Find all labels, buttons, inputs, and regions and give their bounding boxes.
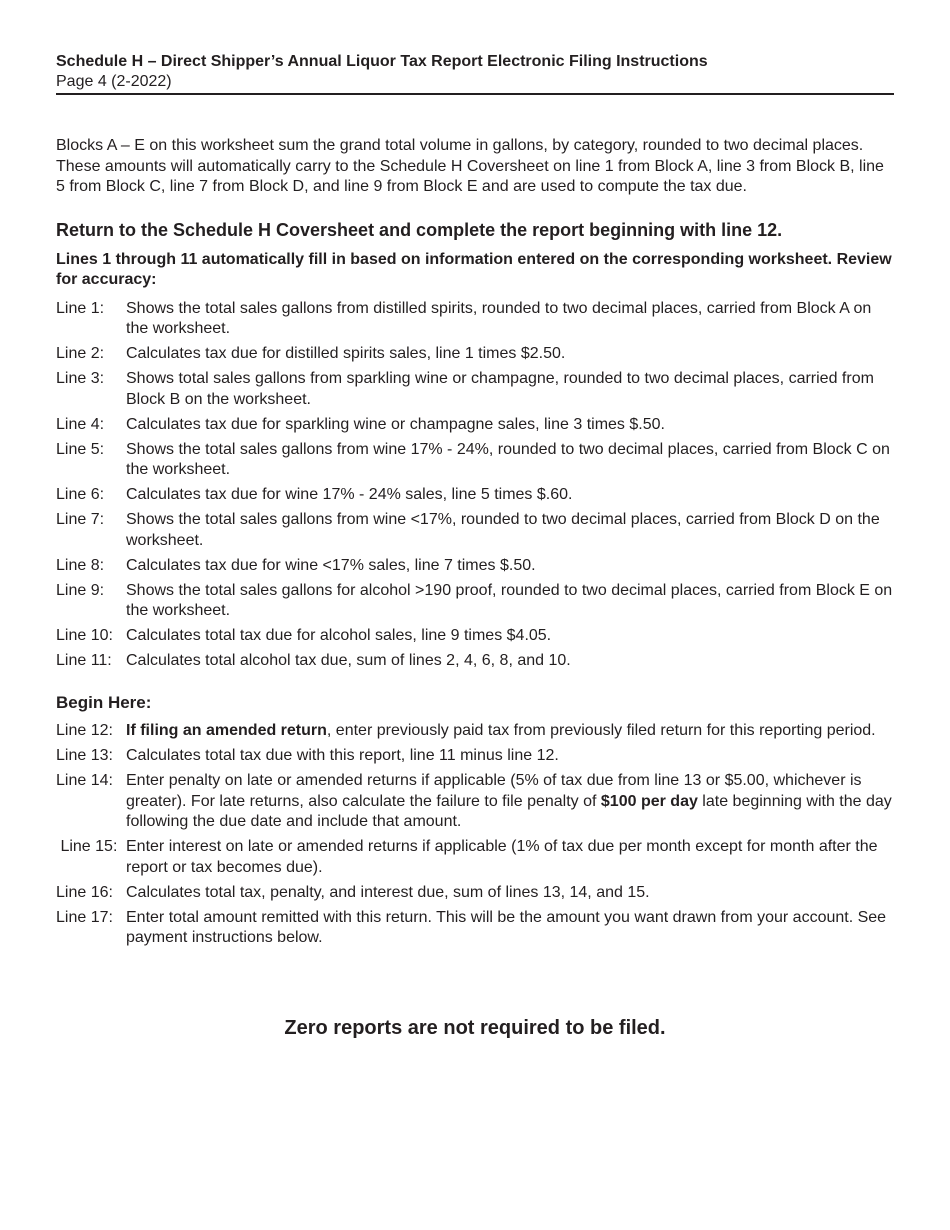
list-item [56, 908, 896, 949]
zero-reports-note: Zero reports are not required to be filed. [284, 1017, 666, 1039]
line-text [126, 721, 896, 742]
line-text: Calculates total tax due for alcohol sales, line 9 times $4.05. [126, 627, 552, 644]
list-item [56, 415, 896, 436]
penalty-emphasis: $100 per day [600, 792, 698, 810]
list-item [56, 299, 896, 340]
list-item [56, 837, 896, 878]
line-text-after: late beginning with the day following the due date and include that amount. [126, 792, 892, 830]
line-text: Calculates total tax due with this report, line 11 minus line 12. [126, 747, 559, 764]
line-label: Line 16: [56, 883, 113, 901]
list-item [56, 344, 896, 365]
list-item [56, 883, 896, 904]
line-label: Line 4: [56, 415, 105, 433]
list-item [56, 440, 896, 481]
autofill-heading: Lines 1 through 11 automatically fill in based on information entered on the corresponding worksheet. Review for accuracy: [56, 250, 892, 288]
intro-paragraph: Blocks A – E on this worksheet sum the grand total volume in gallons, by category, rounded to two decimal places. These amounts will automatically carry to the Schedule H Coversheet on line 1 from Block A, line 3 from Block B, line 5 from Block C, line 7 from Block D, and line 9 from Block E and are used to compute the tax due. [56, 137, 884, 195]
page-header [56, 52, 894, 95]
line-text: Shows the total sales gallons for alcohol >190 proof, rounded to two decimal places, carried from Block E on the worksheet. [126, 581, 893, 619]
auto-lines-list [56, 299, 896, 672]
line-label: Line 1: [56, 299, 105, 317]
list-item [56, 510, 896, 551]
list-item [56, 485, 896, 506]
return-heading: Return to the Schedule H Coversheet and complete the report beginning with line 12. [56, 219, 783, 240]
list-item [56, 369, 896, 410]
main-content [56, 136, 896, 970]
line-label: Line 3: [56, 370, 105, 387]
list-item [56, 626, 896, 647]
line-text: Shows the total sales gallons from wine 17% - 24%, rounded to two decimal places, carried from Block C on the worksheet. [126, 440, 890, 478]
line-text [126, 771, 896, 833]
list-item [56, 771, 896, 833]
begin-lines-list [56, 721, 896, 949]
begin-heading: Begin Here: [56, 692, 152, 712]
line-label: Line 5: [56, 440, 105, 458]
line-text: Calculates tax due for distilled spirits sales, line 1 times $2.50. [126, 345, 566, 362]
line-label: Line 7: [56, 511, 105, 528]
line-text: Calculates tax due for wine 17% - 24% sales, line 5 times $.60. [126, 486, 573, 503]
line-text: Shows total sales gallons from sparkling wine or champagne, rounded to two decimal places, carried from Block B on the worksheet. [126, 370, 874, 408]
line-text-rest: , enter previously paid tax from previously filed return for this reporting period. [326, 722, 876, 739]
line-text: Calculates tax due for wine <17% sales, line 7 times $.50. [126, 556, 536, 574]
line-label: Line 2: [56, 345, 105, 362]
line-label: Line 14: [56, 772, 113, 789]
line-label: Line 11: [56, 652, 112, 669]
list-item [56, 556, 896, 577]
line-text: Calculates total alcohol tax due, sum of lines 2, 4, 6, 8, and 10. [126, 652, 571, 669]
line-label: Line 9: [56, 581, 105, 599]
line-label: Line 17: [56, 908, 113, 926]
line-text-before: Enter penalty on late or amended returns if applicable (5% of tax due from line 13 or $5.00, whichever is greater). For late returns, also calculate the failure to file penalty of [126, 772, 862, 810]
list-item [56, 746, 896, 767]
line-label: Line 13: [56, 747, 113, 764]
line-text: Shows the total sales gallons from wine <17%, rounded to two decimal places, carried from Block D on the worksheet. [126, 511, 880, 549]
line-label: Line 15: [56, 838, 118, 855]
amended-return-emphasis: If filing an amended return [126, 722, 327, 739]
document-title: Schedule H – Direct Shipper’s Annual Liquor Tax Report Electronic Filing Instructions [56, 53, 708, 70]
list-item [56, 581, 896, 622]
list-item [56, 721, 896, 742]
line-text: Calculates total tax, penalty, and interest due, sum of lines 13, 14, and 15. [126, 883, 650, 901]
line-text: Enter total amount remitted with this return. This will be the amount you want drawn from your account. See payment instructions below. [126, 908, 887, 946]
line-text: Shows the total sales gallons from distilled spirits, rounded to two decimal places, carried from Block A on the worksheet. [126, 299, 872, 337]
line-text: Enter interest on late or amended returns if applicable (1% of tax due per month except for month after the report or tax becomes due). [126, 838, 878, 876]
line-label: Line 6: [56, 486, 105, 503]
list-item [56, 651, 896, 672]
line-text: Calculates tax due for sparkling wine or champagne sales, line 3 times $.50. [126, 415, 665, 433]
page-number: Page 4 (2-2022) [56, 73, 172, 90]
line-label: Line 8: [56, 556, 105, 574]
line-label: Line 12: [56, 722, 113, 739]
line-label: Line 10: [56, 627, 113, 644]
